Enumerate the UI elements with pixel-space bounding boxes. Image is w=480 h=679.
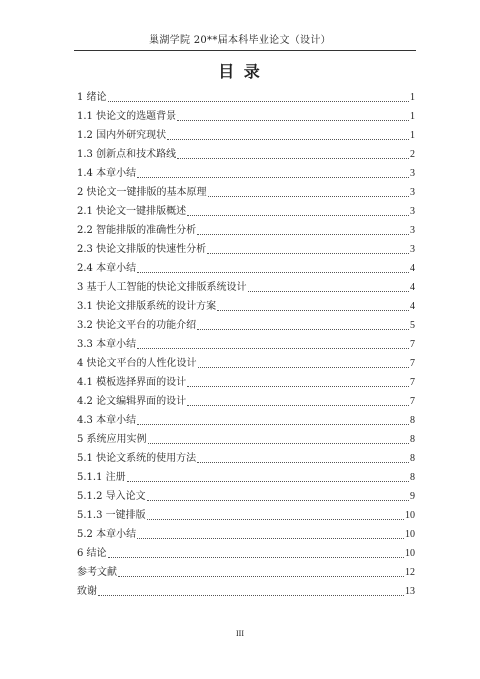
table-of-contents bbox=[77, 86, 415, 599]
toc-entry[interactable] bbox=[77, 181, 415, 200]
toc-entry-page: 7 bbox=[410, 339, 415, 350]
toc-entry-label: 1.4 本章小结 bbox=[77, 168, 137, 179]
toc-entry-page: 10 bbox=[405, 510, 415, 521]
toc-entry-page: 3 bbox=[410, 187, 415, 198]
dot-leader bbox=[177, 120, 409, 121]
toc-entry-label: 5.1.3 一键排版 bbox=[77, 510, 146, 521]
toc-entry[interactable] bbox=[77, 276, 415, 295]
toc-entry-page: 13 bbox=[405, 586, 415, 597]
toc-entry[interactable] bbox=[77, 219, 415, 238]
toc-entry-label: 5.1 快论文系统的使用方法 bbox=[77, 453, 197, 464]
dot-leader bbox=[98, 595, 404, 596]
toc-entry-label: 3.1 快论文排版系统的设计方案 bbox=[77, 301, 217, 312]
toc-entry-page: 8 bbox=[410, 415, 415, 426]
toc-entry-label: 1.3 创新点和技术路线 bbox=[77, 149, 177, 160]
dot-leader bbox=[137, 538, 404, 539]
toc-entry-label: 6 结论 bbox=[77, 548, 107, 559]
toc-entry-label: 5.2 本章小结 bbox=[77, 529, 137, 540]
toc-entry[interactable] bbox=[77, 542, 415, 561]
dot-leader bbox=[148, 443, 409, 444]
toc-entry-page: 3 bbox=[410, 244, 415, 255]
dot-leader bbox=[208, 196, 409, 197]
toc-entry[interactable] bbox=[77, 580, 415, 599]
dot-leader bbox=[197, 234, 409, 235]
toc-entry-page: 9 bbox=[410, 491, 415, 502]
toc-entry-label: 2.3 快论文排版的快速性分析 bbox=[77, 244, 207, 255]
dot-leader bbox=[118, 576, 404, 577]
toc-entry[interactable] bbox=[77, 390, 415, 409]
toc-entry[interactable] bbox=[77, 257, 415, 276]
toc-entry[interactable] bbox=[77, 162, 415, 181]
toc-entry-label: 5 系统应用实例 bbox=[77, 434, 147, 445]
toc-entry[interactable] bbox=[77, 86, 415, 105]
toc-entry-label: 5.1.2 导入论文 bbox=[77, 491, 146, 502]
dot-leader bbox=[147, 519, 404, 520]
toc-entry-label: 4 快论文平台的人性化设计 bbox=[77, 358, 197, 369]
toc-entry[interactable] bbox=[77, 447, 415, 466]
dot-leader bbox=[207, 253, 409, 254]
toc-entry[interactable] bbox=[77, 409, 415, 428]
toc-entry-page: 4 bbox=[410, 301, 415, 312]
dot-leader bbox=[198, 367, 409, 368]
dot-leader bbox=[137, 424, 409, 425]
dot-leader bbox=[187, 405, 409, 406]
toc-entry-label: 5.1.1 注册 bbox=[77, 472, 126, 483]
dot-leader bbox=[137, 348, 409, 349]
toc-entry-label: 3.2 快论文平台的功能介绍 bbox=[77, 320, 197, 331]
dot-leader bbox=[108, 557, 404, 558]
dot-leader bbox=[217, 310, 409, 311]
toc-entry-page: 10 bbox=[405, 529, 415, 540]
toc-entry-label: 2.4 本章小结 bbox=[77, 263, 137, 274]
dot-leader bbox=[127, 481, 409, 482]
dot-leader bbox=[147, 500, 409, 501]
toc-entry-page: 3 bbox=[410, 225, 415, 236]
toc-entry[interactable] bbox=[77, 523, 415, 542]
toc-entry-page: 8 bbox=[410, 453, 415, 464]
running-header: 巢湖学院 20**届本科毕业论文（设计） bbox=[149, 35, 331, 46]
toc-entry-page: 7 bbox=[410, 377, 415, 388]
toc-entry-label: 2.2 智能排版的准确性分析 bbox=[77, 225, 197, 236]
toc-entry[interactable] bbox=[77, 428, 415, 447]
toc-entry-page: 1 bbox=[410, 92, 415, 103]
toc-entry-label: 1 绪论 bbox=[77, 92, 107, 103]
toc-entry-page: 12 bbox=[405, 567, 415, 578]
toc-entry-page: 7 bbox=[410, 396, 415, 407]
toc-entry-page: 8 bbox=[410, 434, 415, 445]
toc-entry-page: 3 bbox=[410, 168, 415, 179]
toc-entry[interactable] bbox=[77, 352, 415, 371]
toc-entry-label: 1.1 快论文的选题背景 bbox=[77, 111, 177, 122]
toc-entry-page: 7 bbox=[410, 358, 415, 369]
toc-entry-page: 4 bbox=[410, 263, 415, 274]
toc-entry-page: 10 bbox=[405, 548, 415, 559]
dot-leader bbox=[108, 101, 409, 102]
toc-title: 目 录 bbox=[218, 62, 262, 81]
toc-entry-page: 8 bbox=[410, 472, 415, 483]
toc-entry-page: 2 bbox=[410, 149, 415, 160]
toc-entry[interactable] bbox=[77, 200, 415, 219]
toc-entry[interactable] bbox=[77, 143, 415, 162]
toc-entry[interactable] bbox=[77, 295, 415, 314]
dot-leader bbox=[137, 272, 409, 273]
toc-entry[interactable] bbox=[77, 314, 415, 333]
dot-leader bbox=[248, 291, 409, 292]
toc-entry-page: 1 bbox=[410, 130, 415, 141]
dot-leader bbox=[197, 329, 409, 330]
header-divider bbox=[74, 50, 416, 51]
toc-entry[interactable] bbox=[77, 561, 415, 580]
toc-entry-page: 5 bbox=[410, 320, 415, 331]
toc-entry-label: 参考文献 bbox=[77, 567, 117, 578]
toc-entry[interactable] bbox=[77, 105, 415, 124]
toc-entry-label: 2.1 快论文一键排版概述 bbox=[77, 206, 187, 217]
dot-leader bbox=[187, 215, 409, 216]
toc-entry[interactable] bbox=[77, 238, 415, 257]
dot-leader bbox=[177, 158, 409, 159]
toc-entry-label: 4.2 论文编辑界面的设计 bbox=[77, 396, 187, 407]
toc-entry-label: 2 快论文一键排版的基本原理 bbox=[77, 187, 207, 198]
toc-entry[interactable] bbox=[77, 371, 415, 390]
toc-entry-label: 3 基于人工智能的快论文排版系统设计 bbox=[77, 282, 247, 293]
toc-entry[interactable] bbox=[77, 333, 415, 352]
toc-entry[interactable] bbox=[77, 124, 415, 143]
toc-entry[interactable] bbox=[77, 485, 415, 504]
dot-leader bbox=[137, 177, 409, 178]
toc-entry-page: 1 bbox=[410, 111, 415, 122]
dot-leader bbox=[167, 139, 409, 140]
toc-entry[interactable] bbox=[77, 466, 415, 485]
toc-entry-label: 4.1 模板选择界面的设计 bbox=[77, 377, 187, 388]
toc-entry-page: 4 bbox=[410, 282, 415, 293]
toc-entry-label: 4.3 本章小结 bbox=[77, 415, 137, 426]
toc-entry-page: 3 bbox=[410, 206, 415, 217]
toc-entry-label: 3.3 本章小结 bbox=[77, 339, 137, 350]
dot-leader bbox=[197, 462, 409, 463]
toc-entry-label: 1.2 国内外研究现状 bbox=[77, 130, 167, 141]
toc-entry-label: 致谢 bbox=[77, 586, 97, 597]
page-number: III bbox=[236, 629, 244, 638]
dot-leader bbox=[187, 386, 409, 387]
toc-entry[interactable] bbox=[77, 504, 415, 523]
